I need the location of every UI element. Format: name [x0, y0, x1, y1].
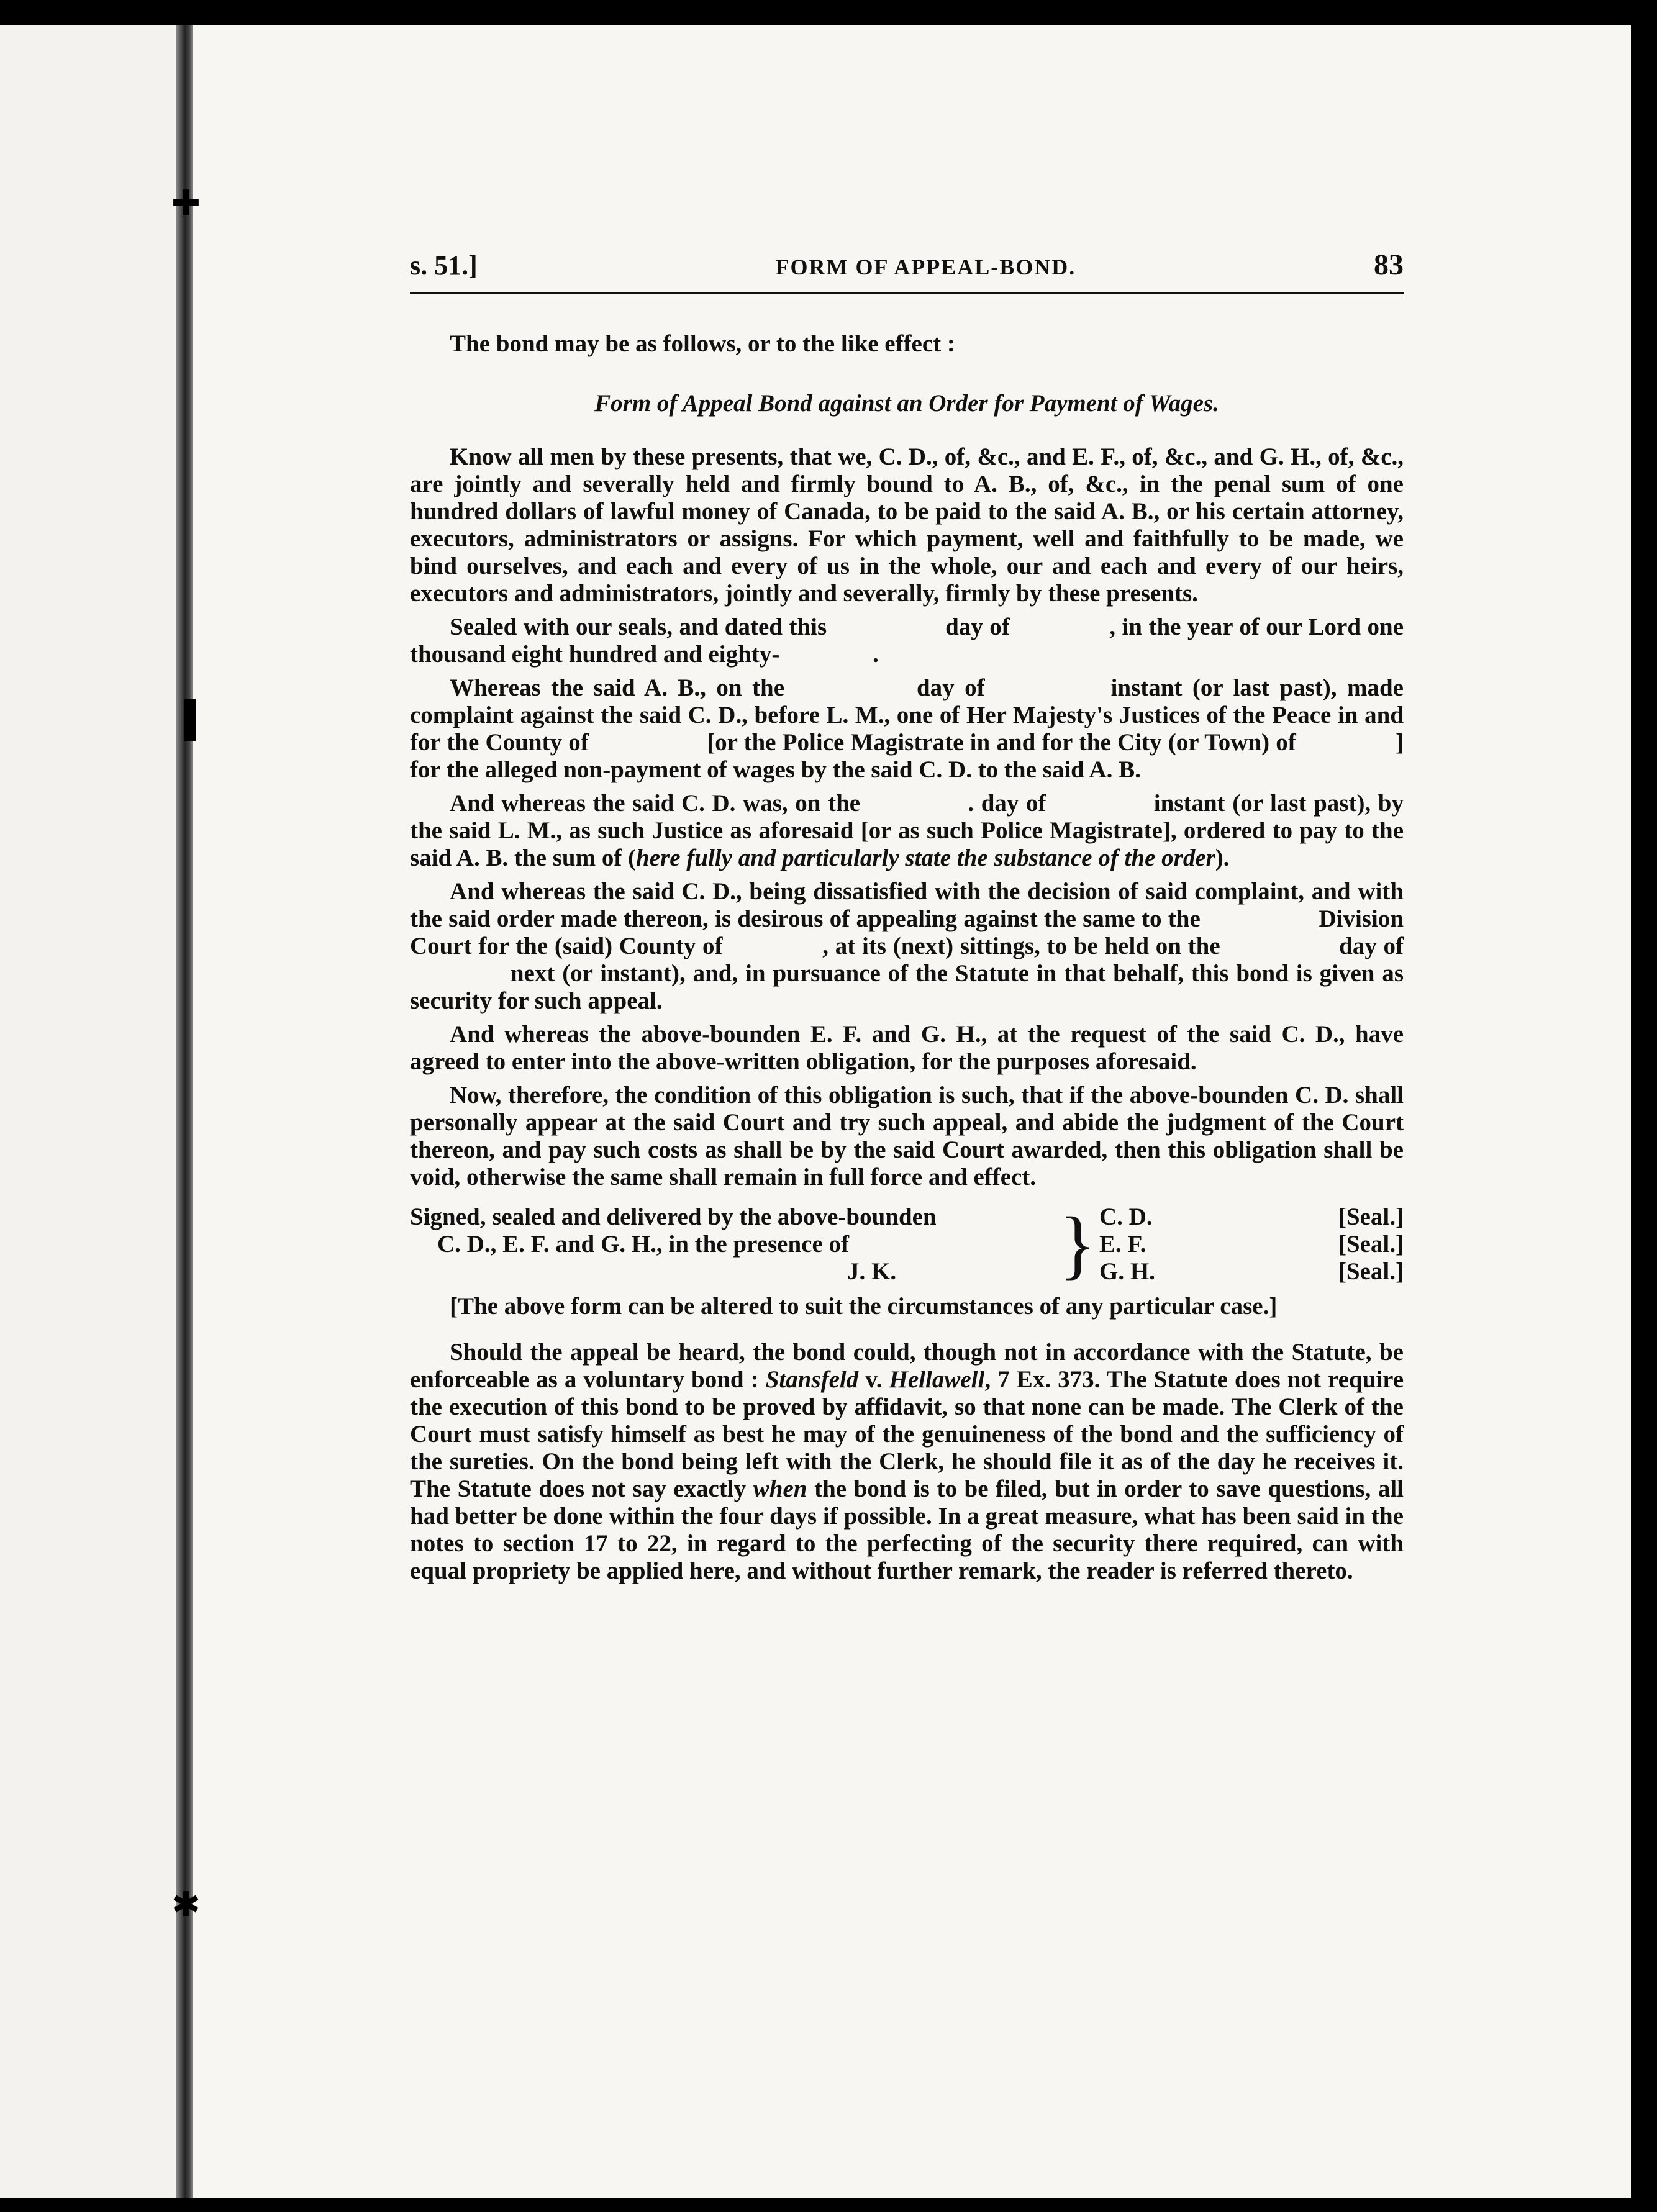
signatory-name: G. H.	[1099, 1258, 1155, 1285]
paragraph-know-all-men: Know all men by these presents, that we, C. D., of, &c., and E. F., of, &c., and G. H., of, &c., are jointly and severally held and firmly bound to A. B., of, &c., in the penal sum of one hundred dollars of lawful money of Canada, to be paid to the said A. B., or his certain attorney, executors, administrators or assigns. For which payment, well and faithfully to be made, we bind ourselves, and each and every of us in the whole, our and each and every of our heirs, executors and administrators, jointly and severally, firmly by these presents.	[410, 443, 1404, 607]
running-head	[410, 248, 1404, 294]
text-segment: , at its (next) sittings, to be held on the	[822, 933, 1220, 959]
paragraph-above-bounden: And whereas the above-bounden E. F. and G. H., at the request of the said C. D., have agreed to enter into the above-written obligation, for the purposes aforesaid.	[410, 1021, 1404, 1075]
page-number: 83	[1373, 248, 1404, 281]
seal-column	[1255, 1203, 1404, 1285]
seal-label: [Seal.]	[1338, 1231, 1404, 1258]
witness-name: J. K.	[847, 1258, 897, 1285]
signatory-names	[1099, 1203, 1255, 1285]
text-segment: And whereas the said C. D. was, on the	[450, 790, 861, 817]
signatory-name: C. D.	[1099, 1203, 1153, 1230]
text-segment: .	[873, 641, 879, 668]
intro-line: The bond may be as follows, or to the like effect :	[450, 330, 955, 357]
signature-line-1: Signed, sealed and delivered by the above-bounden	[410, 1203, 937, 1230]
text-segment: the bond is to be filed, but in order to save questions, all had better be done within the four days if possible. In a great measure, what has been said in the notes to section 17 to 22, in regard to the perfecting of the security there required, can with equal propriety be applied here, and without further remark, the reader is referred thereto.	[410, 1475, 1404, 1584]
brace-glyph: }	[1059, 1202, 1096, 1287]
binding-mark-icon: ✱	[171, 1886, 201, 1924]
text-segment: And whereas the said C. D., being dissatisfied with the decision of said complaint, and with the said order made thereon, is desirous of appealing against the same to the	[410, 878, 1404, 932]
text-segment: . day of	[968, 790, 1046, 817]
text-segment: , in the year of our Lord one thousand eight hundred and eighty-	[410, 614, 1404, 668]
signature-line-2: C. D., E. F. and G. H., in the presence of	[437, 1231, 850, 1258]
signature-block	[410, 1203, 1404, 1285]
case-name: Hellawell	[889, 1366, 985, 1393]
paragraph-commentary	[410, 1339, 1404, 1585]
paragraph-dissatisfied	[410, 878, 1404, 1015]
text-segment: instant (or last past), by the said L. M., as such Justice as aforesaid [or as such Police Magistrate], ordered to pay to the said A. B. the sum of (	[410, 790, 1404, 871]
facing-page-edge	[0, 25, 186, 2198]
text-segment: Whereas the said A. B., on the	[450, 674, 785, 701]
paragraph-order	[410, 790, 1404, 872]
seal-label: [Seal.]	[1338, 1258, 1404, 1285]
text-segment: , 7 Ex. 373. The Statute does not require the execution of this bond to be proved by affidavit, so that none can be made. The Clerk of the Court must satisfy himself as best he may of the genuineness of the bond and the sufficiency of the sureties. On the bond being left with the Clerk, he should file it as of the day he receives it. The Statute does not say exactly	[410, 1366, 1404, 1502]
text-segment: Sealed with our seals, and dated this	[450, 614, 827, 640]
text-segment: Division Court for the (said) County of	[410, 905, 1404, 959]
text-segment: Should the appeal be heard, the bond could, though not in accordance with the Statute, be enforceable as a voluntary bond :	[410, 1339, 1404, 1393]
binding-mark-icon: ✚	[171, 184, 201, 223]
case-name: Stansfeld	[765, 1366, 859, 1393]
text-segment: day of	[916, 674, 985, 701]
italic-emphasis: when	[753, 1475, 807, 1502]
text-segment: day of	[1339, 933, 1404, 959]
signatory-name: E. F.	[1099, 1231, 1146, 1258]
page-content	[410, 248, 1404, 1591]
form-note: [The above form can be altered to suit the circumstances of any particular case.]	[450, 1293, 1278, 1320]
text-segment: instant (or last past), made complaint against the said C. D., before L. M., one of Her Majesty's Justices of the Peace in and for the County of	[410, 674, 1404, 756]
paragraph-complaint	[410, 674, 1404, 784]
form-title: Form of Appeal Bond against an Order for Payment of Wages.	[594, 390, 1219, 417]
seal-label: [Seal.]	[1338, 1203, 1404, 1230]
paragraph-condition: Now, therefore, the condition of this obligation is such, that if the above-bounden C. D. shall personally appear at the said Court and try such appeal, and abide the judgment of the Court thereon, and pay such costs as shall be by the said Court awarded, then this obligation shall be void, otherwise the same shall remain in full force and effect.	[410, 1082, 1404, 1190]
text-segment: ).	[1215, 845, 1230, 871]
text-segment: v.	[865, 1366, 883, 1393]
text-segment: [or the Police Magistrate in and for the City (or Town) of	[707, 729, 1296, 756]
signature-statement	[410, 1203, 1056, 1285]
text-segment: next (or instant), and, in pursuance of the Statute in that behalf, this bond is given as security for such appeal.	[410, 960, 1404, 1014]
binding-mark-icon: ▐	[171, 700, 196, 738]
paragraph-sealed	[410, 614, 1404, 668]
section-reference: s. 51.]	[410, 250, 478, 281]
italic-instruction: here fully and particularly state the substance of the order	[636, 845, 1215, 871]
text-segment: day of	[945, 614, 1010, 640]
text-segment: ] for the alleged non-payment of wages by the said C. D. to the said A. B.	[410, 729, 1404, 783]
running-title: FORM OF APPEAL-BOND.	[775, 255, 1076, 279]
